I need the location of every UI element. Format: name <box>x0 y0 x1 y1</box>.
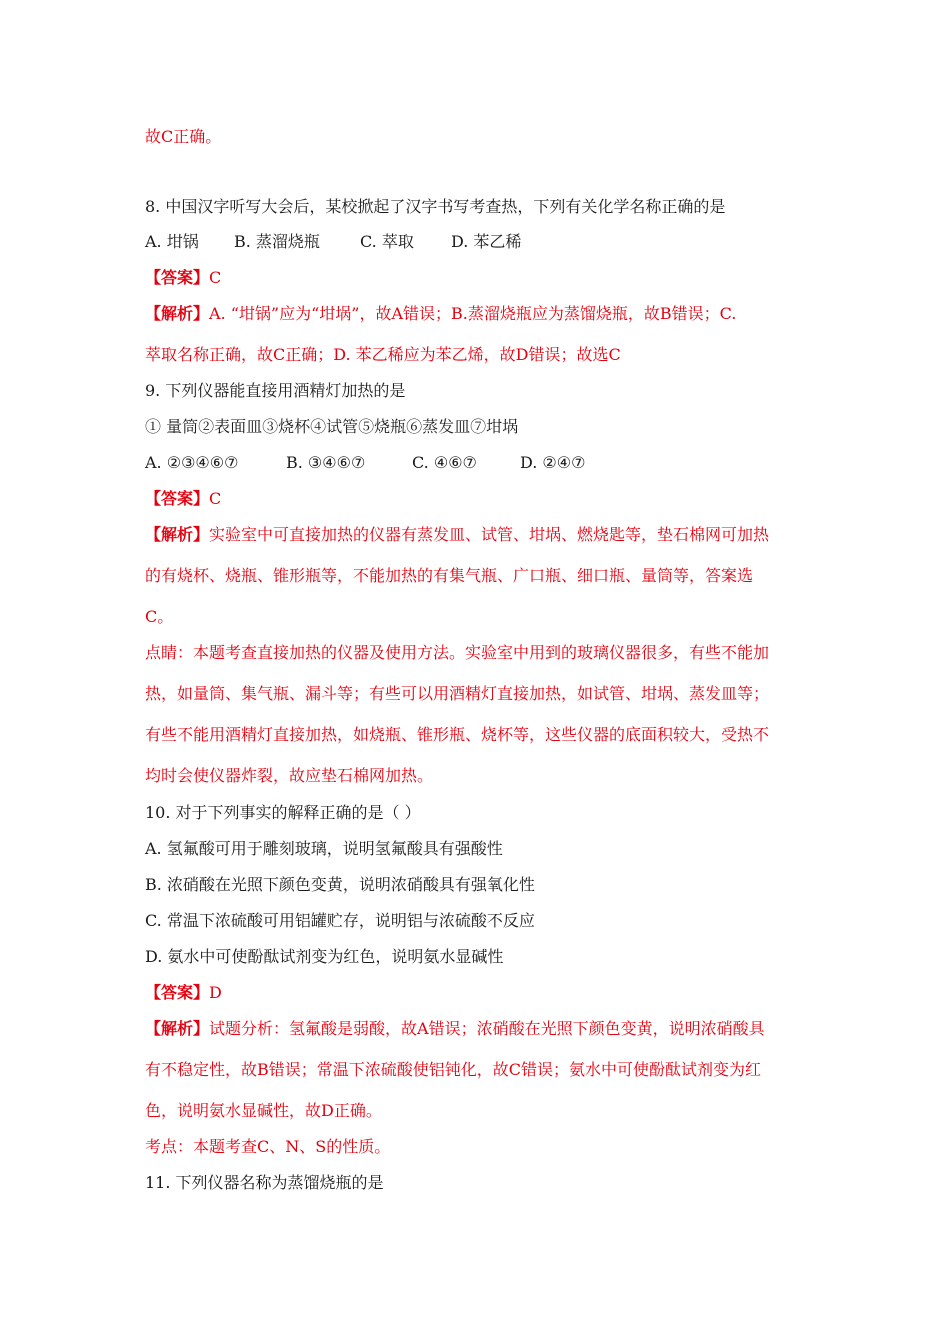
question-10-stem: 10. 对于下列事实的解释正确的是（ ） <box>145 803 421 822</box>
question-8-options <box>145 232 521 252</box>
question-8-stem: 8. 中国汉字听写大会后，某校掀起了汉字书写考查热，下列有关化学名称正确的是 <box>145 197 726 216</box>
option-d: D. 苯乙稀 <box>451 232 522 251</box>
question-9-note-line-2: 热，如量筒、集气瓶、漏斗等；有些可以用酒精灯直接加热，如试管、坩埚、蒸发皿等； <box>145 684 770 703</box>
question-8-answer <box>145 268 221 288</box>
option-c: C. ④⑥⑦ <box>412 453 477 472</box>
question-9-note-line-3: 有些不能用酒精灯直接加热，如烧瓶、锥形瓶、烧杯等，这些仪器的底面积较大，受热不 <box>145 725 770 744</box>
option-b: B. 蒸溜烧瓶 <box>234 232 320 251</box>
prev-answer-conclusion: 故C正确。 <box>145 127 222 146</box>
question-9-analysis-line-3: C。 <box>145 607 174 626</box>
question-10-option-c: C. 常温下浓硫酸可用铝罐贮存，说明铝与浓硫酸不反应 <box>145 911 535 930</box>
analysis-tag: 【解析】 <box>145 1019 210 1038</box>
question-10-analysis-line-1 <box>145 1019 765 1039</box>
question-10-analysis-line-3: 色，说明氨水显碱性，故D正确。 <box>145 1101 382 1120</box>
answer-value: C <box>209 268 222 287</box>
question-9-note-line-1: 点睛：本题考查直接加热的仪器及使用方法。实验室中用到的玻璃仪器很多，有些不能加 <box>145 643 770 662</box>
question-10-option-d: D. 氨水中可使酚酞试剂变为红色，说明氨水显碱性 <box>145 947 504 966</box>
question-8-analysis-line-2: 萃取名称正确，故C正确；D. 苯乙稀应为苯乙烯，故D错误；故选C <box>145 345 621 364</box>
answer-value: D <box>209 983 222 1002</box>
answer-value: C <box>209 489 222 508</box>
question-9-analysis-line-1 <box>145 525 769 545</box>
analysis-text: 实验室中可直接加热的仪器有蒸发皿、试管、坩埚、燃烧匙等，垫石棉网可加热 <box>209 525 770 544</box>
question-10-option-b: B. 浓硝酸在光照下颜色变黄，说明浓硝酸具有强氧化性 <box>145 875 535 894</box>
question-9-options <box>145 453 585 473</box>
question-9-note-line-4: 均时会使仪器炸裂，故应垫石棉网加热。 <box>145 766 434 785</box>
option-d: D. ②④⑦ <box>520 453 586 472</box>
option-c: C. 萃取 <box>360 232 414 251</box>
question-10-analysis-line-2: 有不稳定性，故B错误；常温下浓硫酸使铝钝化，故C错误；氨水中可使酚酞试剂变为红 <box>145 1060 762 1079</box>
question-9-analysis-line-2: 的有烧杯、烧瓶、锥形瓶等，不能加热的有集气瓶、广口瓶、细口瓶、量筒等，答案选 <box>145 566 754 585</box>
answer-tag: 【答案】 <box>145 983 210 1002</box>
answer-tag: 【答案】 <box>145 268 210 287</box>
question-10-note: 考点：本题考查C、N、S的性质。 <box>145 1137 391 1156</box>
question-9-stem: 9. 下列仪器能直接用酒精灯加热的是 <box>145 381 406 400</box>
option-a: A. ②③④⑥⑦ <box>145 453 239 472</box>
option-b: B. ③④⑥⑦ <box>286 453 366 472</box>
answer-tag: 【答案】 <box>145 489 210 508</box>
question-9-answer <box>145 489 221 509</box>
analysis-tag: 【解析】 <box>145 525 210 544</box>
question-9-items: ① 量筒②表面皿③烧杯④试管⑤烧瓶⑥蒸发皿⑦坩埚 <box>145 417 519 436</box>
analysis-text: 试题分析：氢氟酸是弱酸，故A错误；浓硝酸在光照下颜色变黄，说明浓硝酸具 <box>209 1019 765 1038</box>
question-8-analysis-line-1 <box>145 304 736 324</box>
question-10-answer <box>145 983 222 1003</box>
analysis-text: A. “坩锅”应为“坩埚”，故A错误；B.蒸溜烧瓶应为蒸馏烧瓶，故B错误；C. <box>209 304 737 323</box>
question-11-stem: 11. 下列仪器名称为蒸馏烧瓶的是 <box>145 1173 384 1192</box>
option-a: A. 坩锅 <box>145 232 199 251</box>
question-10-option-a: A. 氢氟酸可用于雕刻玻璃，说明氢氟酸具有强酸性 <box>145 839 503 858</box>
analysis-tag: 【解析】 <box>145 304 210 323</box>
